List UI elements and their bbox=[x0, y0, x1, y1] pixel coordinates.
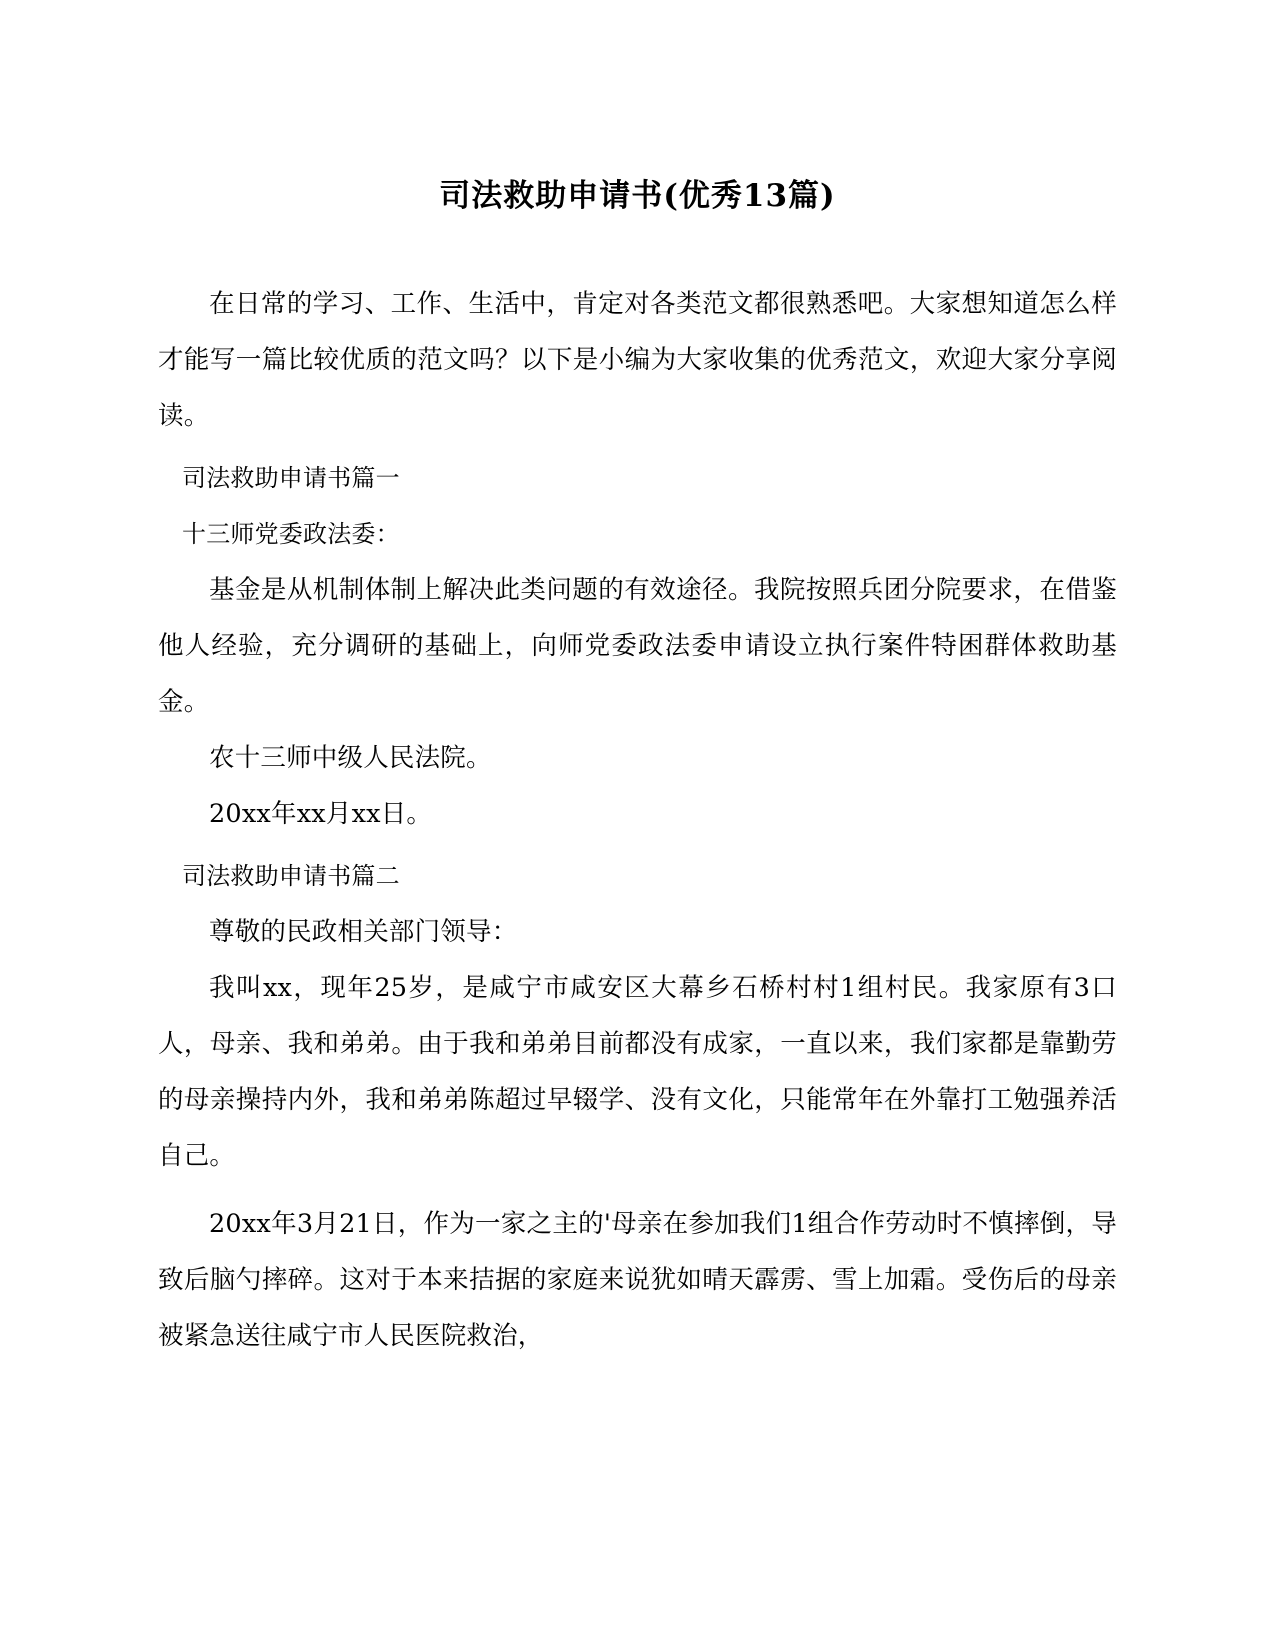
paragraph-body-2a: 我叫xx，现年25岁，是咸宁市咸安区大幕乡石桥村村1组村民。我家原有3口人，母亲、我和弟弟。由于我和弟弟目前都没有成家，一直以来，我们家都是靠勤劳的母亲操持内外，我和弟弟陈超过早辍学、没有文化，只能常年在外靠打工勉强养活自己。 bbox=[158, 973, 1117, 1172]
paragraph-intro: 在日常的学习、工作、生活中，肯定对各类范文都很熟悉吧。大家想知道怎么样才能写一篇比较优质的范文吗？以下是小编为大家收集的优秀范文，欢迎大家分享阅读。 bbox=[158, 289, 1117, 432]
section-heading-1: 司法救助申请书篇一 bbox=[182, 464, 400, 493]
addressee-1: 十三师党委政法委： bbox=[182, 520, 400, 549]
date-1: 20xx年xx月xx日。 bbox=[209, 799, 433, 830]
page-title: 司法救助申请书(优秀13篇) bbox=[439, 178, 836, 214]
paragraph-body-1: 基金是从机制体制上解决此类问题的有效途径。我院按照兵团分院要求，在借鉴他人经验，充分调研的基础上，向师党委政法委申请设立执行案件特困群体救助基金。 bbox=[158, 575, 1117, 718]
section-heading-2: 司法救助申请书篇二 bbox=[182, 862, 400, 891]
addressee-2: 尊敬的民政相关部门领导： bbox=[209, 917, 518, 948]
signature-1: 农十三师中级人民法院。 bbox=[209, 743, 492, 774]
paragraph-body-2b: 20xx年3月21日，作为一家之主的'母亲在参加我们1组合作劳动时不慎摔倒，导致后脑勺摔碎。这对于本来拮据的家庭来说犹如晴天霹雳、雪上加霜。受伤后的母亲被紧急送往咸宁市人民医院救治， bbox=[158, 1209, 1117, 1352]
